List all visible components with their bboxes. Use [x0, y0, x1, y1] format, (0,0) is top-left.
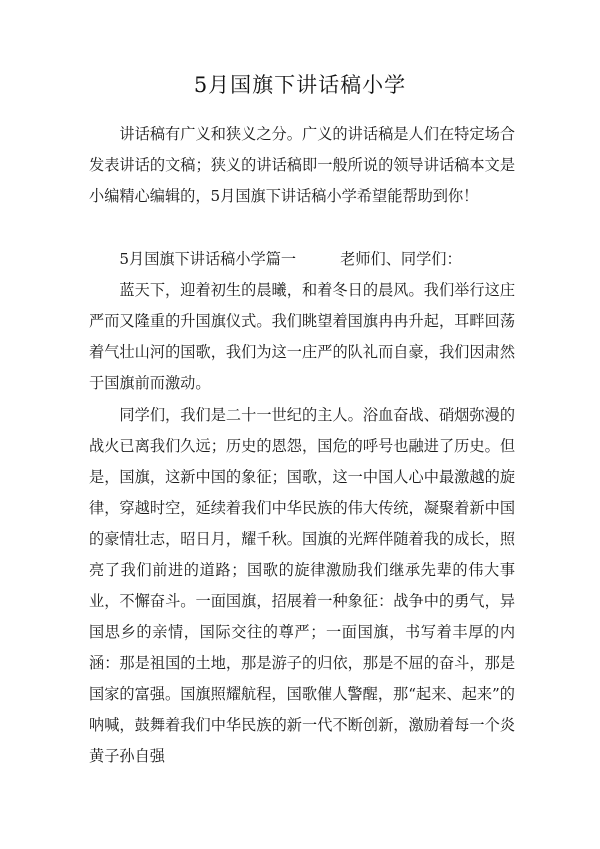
body-paragraph-1: 蓝天下，迎着初生的晨曦，和着冬日的晨风。我们举行这庄严而又隆重的升国旗仪式。我们眺望着国旗冉冉升起，耳畔回荡着气壮山河的国歌，我们为这一庄严的队礼而自豪，我们因肃然于国旗前而激动。 [89, 281, 515, 392]
greeting: 老师们、同学们： [340, 250, 462, 268]
body-paragraph-2: 同学们，我们是二十一世纪的主人。浴血奋战、硝烟弥漫的战火已离我们久远；历史的恩怨，国危的呼号也融进了历史。但是，国旗，这新中国的象征；国歌，这一中国人心中最激越的旋律，穿越时空，延续着我们中华民族的伟大传统，凝聚着新中国的豪情壮志，昭日月，耀千秋。国旗的光辉伴随着我的成长，照亮了我们前进的道路；国歌的旋律激励我们继承先辈的伟大事业，不懈奋斗。一面国旗，招展着一种象征：战争中的勇气，异国思乡的亲情，国际交往的尊严；一面国旗，书写着丰厚的内涵：那是祖国的土地，那是游子的归依，那是不屈的奋斗，那是国家的富强。国旗照耀航程，国歌催人警醒，那“起来、起来”的呐喊，鼓舞着我们中华民族的新一代不断创新，激励着每一个炎黄子孙自强 [89, 406, 515, 765]
section-heading: 5月国旗下讲话稿小学篇一 [119, 250, 297, 268]
intro-paragraph: 讲话稿有广义和狭义之分。广义的讲话稿是人们在特定场合发表讲话的文稿；狭义的讲话稿即一般所说的领导讲话稿本文是小编精心编辑的，5月国旗下讲话稿小学希望能帮助到你！ [89, 125, 515, 205]
document-title: 5月国旗下讲话稿小学 [193, 73, 407, 97]
section-heading-line [89, 244, 515, 275]
